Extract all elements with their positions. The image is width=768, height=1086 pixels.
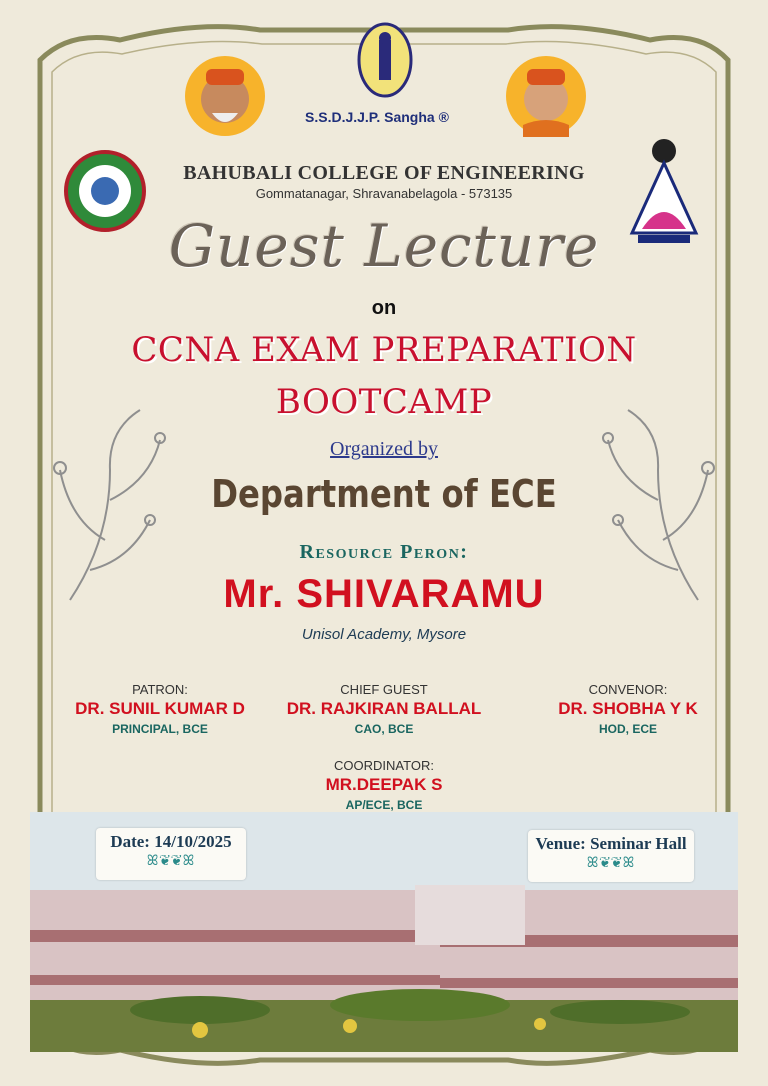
college-address: Gommatanagar, Shravanabelagola - 573135 — [255, 186, 513, 201]
convenor-designation: HOD, ECE — [598, 722, 657, 736]
convenor-name: DR. SHOBHA Y K — [558, 699, 698, 718]
event-date: Date: 14/10/2025 — [110, 832, 232, 851]
chief-guest-designation: CAO, BCE — [354, 722, 414, 736]
poster-title: Guest Lecture — [168, 212, 600, 280]
chief-guest-name: DR. RAJKIRAN BALLAL — [286, 699, 482, 718]
resource-person-label: Resource Peron: — [299, 541, 469, 563]
guru-portrait-left — [184, 55, 266, 137]
resource-person-affiliation: Unisol Academy, Mysore — [301, 626, 467, 643]
patron-block — [40, 682, 280, 736]
organized-by-label: Organized by — [330, 438, 438, 460]
patron-role: PATRON: — [132, 682, 188, 697]
sangha-emblem — [357, 22, 413, 102]
coordinator-name: MR.DEEPAK S — [325, 775, 443, 794]
topic-line-1: CCNA EXAM PREPARATION — [131, 330, 637, 370]
date-box — [96, 828, 246, 880]
sangha-name: S.S.D.J.J.P. Sangha ® — [305, 109, 449, 125]
guru-portrait-right — [505, 55, 587, 137]
on-text: on — [371, 297, 397, 319]
patron-designation: PRINCIPAL, BCE — [112, 722, 208, 736]
chief-guest-role: CHIEF GUEST — [340, 682, 428, 697]
venue-box — [528, 830, 694, 882]
convenor-block — [508, 682, 748, 736]
patron-name: DR. SUNIL KUMAR D — [75, 699, 245, 718]
convenor-role: CONVENOR: — [588, 682, 668, 697]
ornament-divider-icon: ꕤ❦❦ꕤ — [586, 854, 636, 870]
topic-line-2: BOOTCAMP — [275, 382, 493, 422]
department-name: Department of ECE — [211, 472, 557, 516]
college-name: BAHUBALI COLLEGE OF ENGINEERING — [183, 162, 585, 184]
coordinator-block — [264, 758, 504, 812]
ornament-divider-icon: ꕤ❦❦ꕤ — [146, 852, 196, 868]
event-venue: Venue: Seminar Hall — [535, 834, 687, 853]
coordinator-designation: AP/ECE, BCE — [345, 798, 423, 812]
coordinator-role: COORDINATOR: — [334, 758, 434, 773]
resource-person-name: Mr. SHIVARAMU — [223, 572, 545, 616]
chief-guest-block — [264, 682, 504, 736]
